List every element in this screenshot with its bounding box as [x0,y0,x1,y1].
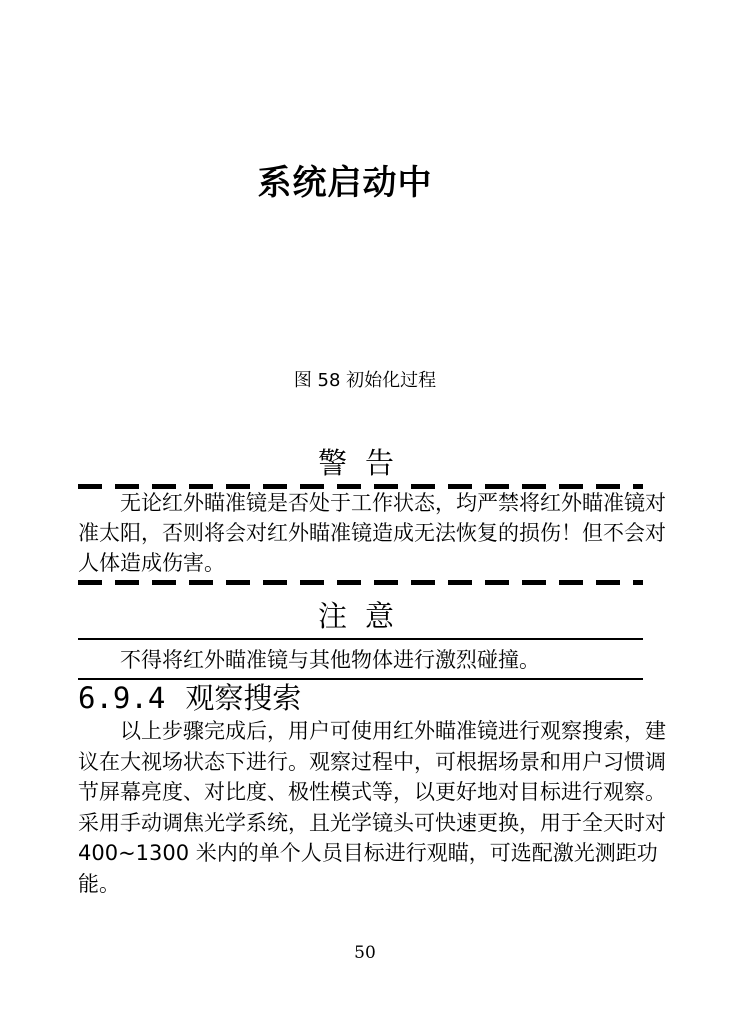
page-number: 50 [354,943,376,963]
section-body: 以上步骤完成后，用户可使用红外瞄准镜进行观察搜索，建议在大视场状态下进行。观察过程中，可根据场景和用户习惯调节屏幕亮度、对比度、极性模式等，以更好地对目标进行观察。采用手动调焦光学系统，且光学镜头可快速更换，用于全天时对 400~1300 米内的单个人员目标进行观瞄，可选配激光测距功能。 [78,719,666,896]
section-number: 6.9.4 [78,681,166,715]
warning-bottom-divider [78,580,643,585]
section-title: 观察搜索 [185,681,302,715]
figure-screen-title: 系统启动中 [257,163,433,203]
warning-heading: 警告 [317,446,412,480]
notice-heading: 注意 [317,599,412,633]
section-heading [78,676,301,717]
figure-caption: 图 58 初始化过程 [293,370,437,391]
notice-top-divider [78,638,643,640]
notice-text: 不得将红外瞄准镜与其他物体进行激烈碰撞。 [120,648,540,672]
warning-text: 无论红外瞄准镜是否处于工作状态，均严禁将红外瞄准镜对准太阳，否则将会对红外瞄准镜造成无法恢复的损伤！但不会对人体造成伤害。 [78,491,666,575]
